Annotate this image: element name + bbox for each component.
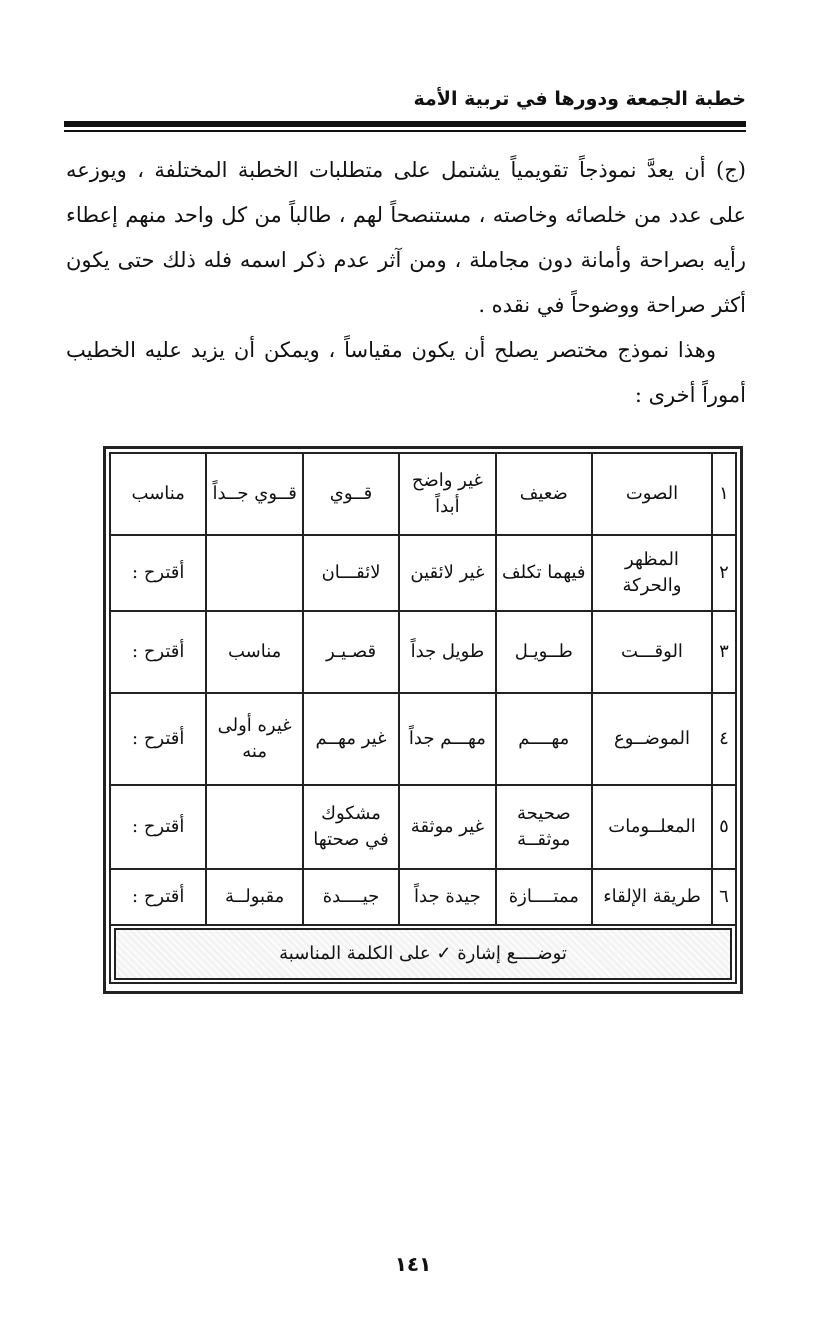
rating-option[interactable]: مهـــم جداً [399, 693, 495, 785]
table-row [110, 535, 736, 611]
rating-option[interactable]: ممتــــازة [496, 869, 592, 925]
running-header: خطبة الجمعة ودورها في تربية الأمة [413, 88, 746, 110]
rating-option[interactable]: طــويـل [496, 611, 592, 693]
rating-option[interactable] [206, 535, 302, 611]
rating-option[interactable] [206, 785, 302, 869]
rating-option[interactable]: غير واضح أبداً [399, 453, 495, 535]
row-number: ٤ [712, 693, 736, 785]
row-number: ٢ [712, 535, 736, 611]
rating-option[interactable]: مناسب [110, 453, 206, 535]
rating-option[interactable]: لائقـــان [303, 535, 399, 611]
body-text [66, 148, 746, 418]
rating-option[interactable]: طويل جداً [399, 611, 495, 693]
header-rule-thick [64, 121, 746, 127]
header-rule-thin [64, 130, 746, 132]
rating-option[interactable]: صحيحة موثقــة [496, 785, 592, 869]
rating-option[interactable]: مشكوك في صحتها [303, 785, 399, 869]
rating-option[interactable]: جيدة جداً [399, 869, 495, 925]
rating-option[interactable]: قصـيـر [303, 611, 399, 693]
suggestion-field[interactable]: أقترح : [110, 693, 206, 785]
row-number: ٦ [712, 869, 736, 925]
suggestion-field[interactable]: أقترح : [110, 611, 206, 693]
criterion-label: الوقـــت [592, 611, 712, 693]
rating-option[interactable]: فيهما تكلف [496, 535, 592, 611]
suggestion-field[interactable]: أقترح : [110, 869, 206, 925]
rating-option[interactable]: ضعيف [496, 453, 592, 535]
row-number: ٥ [712, 785, 736, 869]
criterion-label: المظهر والحركة [592, 535, 712, 611]
table-row [110, 611, 736, 693]
rating-option[interactable]: مقبولــة [206, 869, 302, 925]
evaluation-form [103, 446, 743, 994]
table-row [110, 869, 736, 925]
row-number: ١ [712, 453, 736, 535]
rating-option[interactable]: غيره أولى منه [206, 693, 302, 785]
suggestion-field[interactable]: أقترح : [110, 535, 206, 611]
rating-option[interactable]: غير لائقين [399, 535, 495, 611]
instruction-note: توضــــع إشارة ✓ على الكلمة المناسبة [114, 928, 732, 980]
rating-option[interactable]: قــوي [303, 453, 399, 535]
criterion-label: الصوت [592, 453, 712, 535]
table-footer-row [110, 925, 736, 983]
table-row [110, 453, 736, 535]
rating-option[interactable]: جيــــدة [303, 869, 399, 925]
criterion-label: طريقة الإلقاء [592, 869, 712, 925]
paragraph-c: (ج) أن يعدَّ نموذجاً تقويمياً يشتمل على متطلبات الخطبة المختلفة ، ويوزعه على عدد من خلصائه وخاصته ، مستنصحاً لهم ، طالباً من كل واحد منهم إعطاء رأيه بصراحة وأمانة دون مجاملة ، ومن آثر عدم ذكر اسمه فله ذلك حتى يكون أكثر صراحة ووضوحاً في نقده . [66, 158, 746, 317]
rating-option[interactable]: مهــــم [496, 693, 592, 785]
evaluation-table [109, 452, 737, 984]
suggestion-field[interactable]: أقترح : [110, 785, 206, 869]
rating-option[interactable]: غير موثقة [399, 785, 495, 869]
rating-option[interactable]: مناسب [206, 611, 302, 693]
page-number: ١٤١ [394, 1252, 432, 1276]
criterion-label: الموضــوع [592, 693, 712, 785]
table-row [110, 693, 736, 785]
rating-option[interactable]: قــوي جــداً [206, 453, 302, 535]
rating-option[interactable]: غير مهــم [303, 693, 399, 785]
table-row [110, 785, 736, 869]
row-number: ٣ [712, 611, 736, 693]
paragraph-model-intro: وهذا نموذج مختصر يصلح أن يكون مقياساً ، ويمكن أن يزيد عليه الخطيب أموراً أخرى : [66, 338, 746, 407]
criterion-label: المعلــومات [592, 785, 712, 869]
